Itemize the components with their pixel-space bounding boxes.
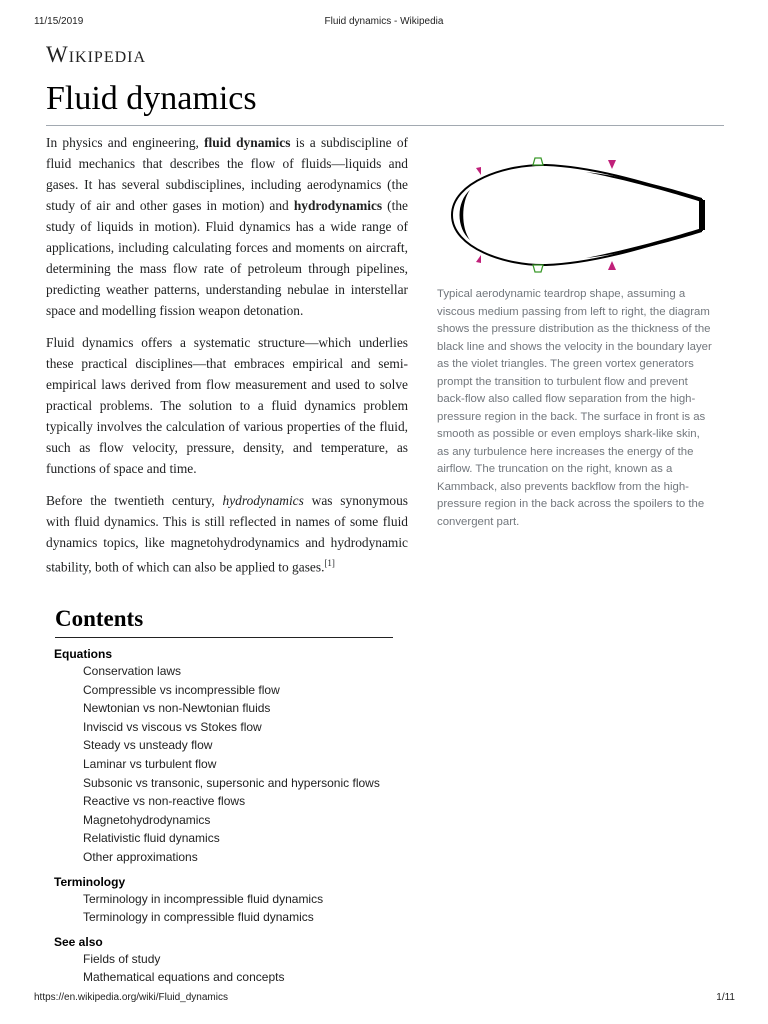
teardrop-body-outline [452,165,702,265]
toc-spacer [54,867,474,874]
vortex-generator-bottom [533,265,543,272]
paragraph-intro: In physics and engineering, fluid dynamics is a subdiscipline of fluid mechanics that describes the flow of fluids—liquids and gases. It has several subdisciplines, including aerodynamics (the study of air and other gases in motion) and hydrodynamics (the study of liquids in motion). Fluid dynamics has a wide range of applications, including calculating forces and moments on aircraft, determining the mass flow rate of petroleum through pipelines, predicting weather patterns, understanding nebulae in interstellar space and modelling fission weapon detonation. [46,135,408,318]
print-tab-title: Fluid dynamics - Wikipedia [324,16,444,27]
term-fluid-dynamics: fluid dynamics [204,135,291,150]
print-date: 11/15/2019 [34,16,84,27]
term-hydrodynamics-italic: hydrodynamics [222,493,304,508]
toc-item[interactable]: Magnetohydrodynamics [83,812,211,827]
toc-item[interactable]: Relativistic fluid dynamics [83,831,220,846]
toc-item[interactable]: Compressible vs incompressible flow [83,682,280,697]
toc-item[interactable]: Other approximations [83,849,198,864]
toc-section-see-also[interactable]: See also [54,934,103,949]
print-url: https://en.wikipedia.org/wiki/Fluid_dynamics [34,992,228,1003]
figure-caption: Typical aerodynamic teardrop shape, assuming a viscous medium passing from left to right, the diagram shows the pressure distribution as the thickness of the black line and shows the velocity in the boundary layer as the violet triangles. The green vortex generators prompt the transition to turbulent flow and prevent back-flow also called flow separation from the high-pressure region in the back. The surface in front is as smooth as possible or even employs shark-like skin, as any turbulence here increases the energy of the airflow. The truncation on the right, known as a Kammback, also prevents backflow from the high-pressure region in the back across the spoilers to the convergent part. [437,288,712,528]
term-hydrodynamics: hydrodynamics [293,198,383,213]
toc-item[interactable]: Steady vs unsteady flow [83,738,213,753]
table-of-contents [54,646,474,987]
paragraph-structure: Fluid dynamics offers a systematic structure—which underlies these practical disciplines—that embraces empirical and semi-empirical laws derived from flow measurement and used to solve practical problems. The solution to a fluid dynamics problem typically involves the calculation of various properties of the fluid, such as flow velocity, pressure, density, and temperature, as functions of space and time. [46,335,408,476]
toc-spacer [54,927,474,934]
teardrop-diagram[interactable] [436,150,712,280]
toc-item[interactable]: Terminology in incompressible fluid dynamics [83,891,324,906]
toc-item[interactable]: Mathematical equations and concepts [83,970,285,985]
toc-item[interactable]: Conservation laws [83,664,182,678]
print-page-number: 1/11 [716,992,735,1003]
title-divider [46,125,724,126]
paragraph-history: Before the twentieth century, hydrodynamics was synonymous with fluid dynamics. This is still reflected in names of some fluid dynamics topics, like magnetohydrodynamics and hydrodynamic stability, both of which can also be applied to gases.[1] [46,493,409,575]
toc-item[interactable]: Newtonian vs non-Newtonian fluids [83,701,271,716]
toc-item[interactable]: Terminology in compressible fluid dynamics [83,910,314,925]
toc-section-terminology[interactable]: Terminology [54,874,126,889]
vortex-generator-top [533,158,543,165]
toc-item[interactable]: Fields of study [83,951,161,966]
toc-item[interactable]: Inviscid vs viscous vs Stokes flow [83,719,262,734]
article-body [46,132,408,588]
toc-item[interactable]: Laminar vs turbulent flow [83,756,217,771]
velocity-triangle-front-bottom [476,255,481,263]
toc-section-equations[interactable]: Equations [54,647,113,661]
pressure-thick-truncation [699,200,705,230]
toc-item[interactable]: Reactive vs non-reactive flows [83,794,246,809]
velocity-triangle-back-top [608,160,616,169]
toc-item[interactable]: Subsonic vs transonic, supersonic and hypersonic flows [83,775,380,790]
reference-link[interactable]: [1] [324,558,335,568]
contents-title: Contents [55,606,144,631]
page-title: Fluid dynamics [46,80,257,117]
contents-divider [55,637,393,638]
velocity-triangle-back-bottom [608,261,616,270]
velocity-triangle-front-top [476,167,481,175]
wikipedia-wordmark[interactable]: Wikipedia [46,42,147,67]
